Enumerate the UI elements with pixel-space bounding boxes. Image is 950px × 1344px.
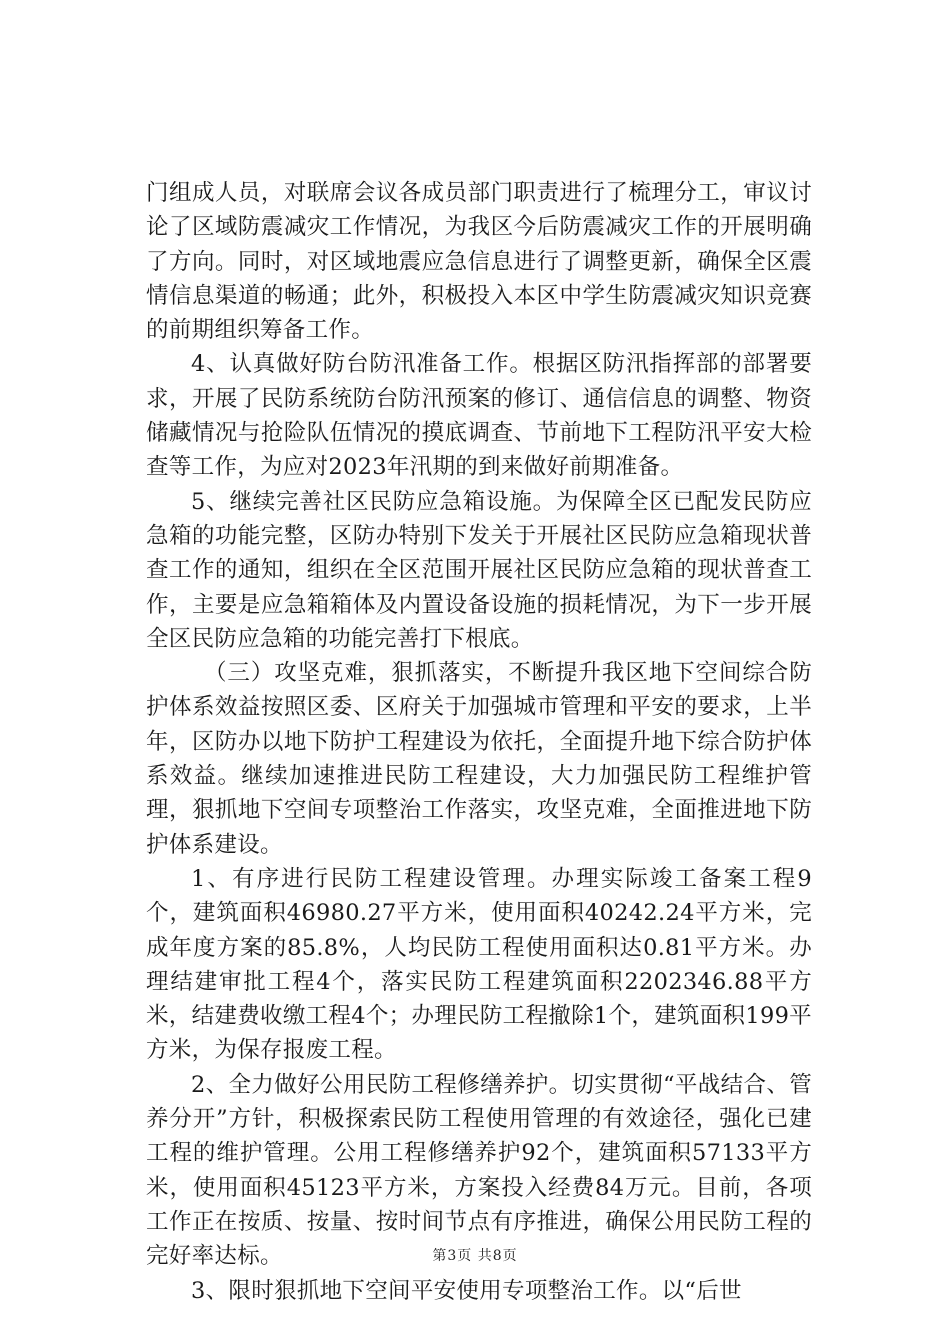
paragraph-item-3: 3、限时狠抓地下空间平安使用专项整治工作。以“后世 xyxy=(191,1277,742,1304)
document-body xyxy=(146,176,812,1308)
paragraph-continuation: 门组成人员，对联席会议各成员部门职责进行了梳理分工，审议讨论了区域防震减灾工作情况，为我区今后防震减灾工作的开展明确了方向。同时，对区域地震应急信息进行了调整更新，确保全区震情信息渠道的畅通；此外，积极投入本区中学生防震减灾知识竞赛的前期组织筹备工作。 xyxy=(146,180,812,344)
paragraph-section-3: （三）攻坚克难，狠抓落实，不断提升我区地下空间综合防护体系效益按照区委、区府关于加强城市管理和平安的要求，上半年，区防办以地下防护工程建设为依托，全面提升地下综合防护体系效益。继续加速推进民防工程建设，大力加强民防工程维护管理，狠抓地下空间专项整治工作落实，攻坚克难，全面推进地下防护体系建设。 xyxy=(146,660,812,858)
paragraph-item-1: 1、有序进行民防工程建设管理。办理实际竣工备案工程9个，建筑面积46980.27平方米，使用面积40242.24平方米，完成年度方案的85.8%，人均民防工程使用面积达0.81平方米。办理结建审批工程4个，落实民防工程建筑面积2202346.88平方米，结建费收缴工程4个；办理民防工程撤除1个，建筑面积199平方米，为保存报废工程。 xyxy=(146,865,812,1064)
paragraph-item-2: 2、全力做好公用民防工程修缮养护。切实贯彻“平战结合、管养分开”方针，积极探索民防工程使用管理的有效途径，强化已建工程的维护管理。公用工程修缮养护92个，建筑面积57133平方米，使用面积45123平方米，方案投入经费84万元。目前，各项工作正在按质、按量、按时间节点有序推进，确保公用民防工程的完好率达标。 xyxy=(146,1071,812,1270)
page-footer: 第3页 共8页 xyxy=(432,1248,518,1264)
paragraph-item-5: 5、继续完善社区民防应急箱设施。为保障全区已配发民防应急箱的功能完整，区防办特别下发关于开展社区民防应急箱现状普查工作的通知，组织在全区范围开展社区民防应急箱的现状普查工作，主要是应急箱箱体及内置设备设施的损耗情况，为下一步开展全区民防应急箱的功能完善打下根底。 xyxy=(146,488,812,652)
paragraph-item-4: 4、认真做好防台防汛准备工作。根据区防汛指挥部的部署要求，开展了民防系统防台防汛预案的修订、通信信息的调整、物资储藏情况与抢险队伍情况的摸底调查、节前地下工程防汛平安大检查等工作，为应对2023年汛期的到来做好前期准备。 xyxy=(146,351,812,481)
